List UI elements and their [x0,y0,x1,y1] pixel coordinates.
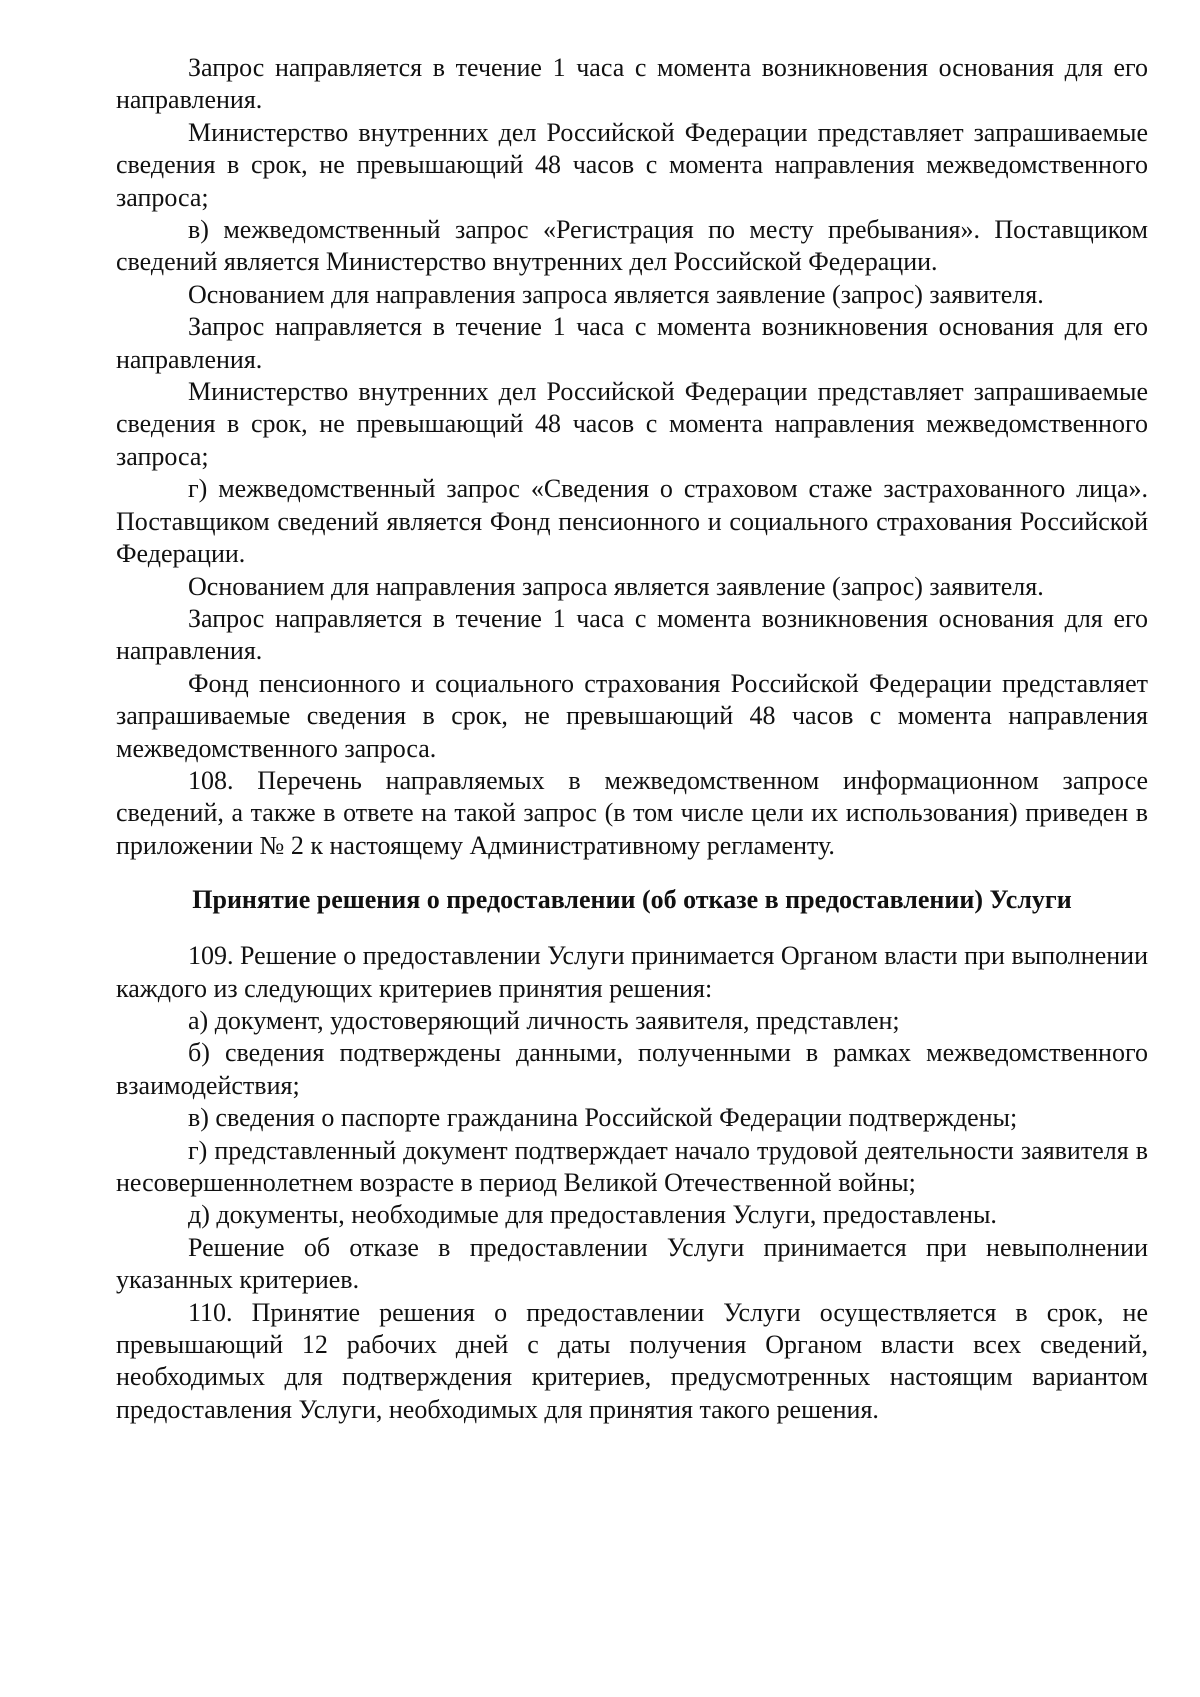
paragraph: Решение об отказе в предоставлении Услуги принимается при невыполнении указанных критериев. [116,1232,1148,1295]
paragraph: г) межведомственный запрос «Сведения о страховом стаже застрахованного лица». Поставщиком сведений является Фонд пенсионного и социального страхования Российской Федерации. [116,474,1148,569]
paragraph: Запрос направляется в течение 1 часа с момента возникновения основания для его направления. [116,312,1148,374]
section-heading: Принятие решения о предоставлении (об отказе в предоставлении) Услуги [192,885,1072,915]
paragraph: Фонд пенсионного и социального страхования Российской Федерации представляет запрашиваемые сведения в срок, не превышающий 48 часов с момента направления межведомственного запроса. [116,668,1148,763]
paragraph: Основанием для направления запроса является заявление (запрос) заявителя. [188,279,1044,309]
paragraph: Министерство внутренних дел Российской Федерации представляет запрашиваемые сведения в срок, не превышающий 48 часов с момента направления межведомственного запроса; [116,377,1148,471]
paragraph: б) сведения подтверждены данными, полученными в рамках межведомственного взаимодействия; [116,1038,1148,1100]
paragraph: 108. Перечень направляемых в межведомственном информационном запросе сведений, а также в ответе на такой запрос (в том числе цели их использования) приведен в приложении № 2 к настоящему Административному регламенту. [116,765,1148,860]
paragraph: а) документ, удостоверяющий личность заявителя, представлен; [188,1005,900,1035]
paragraph: 110. Принятие решения о предоставлении Услуги осуществляется в срок, не превышающий 12 рабочих дней с даты получения Органом власти всех сведений, необходимых для подтверждения критериев, предусмотренных настоящим вариантом предоставления Услуги, необходимых для принятия такого решения. [116,1297,1148,1424]
paragraph: Основанием для направления запроса является заявление (запрос) заявителя. [188,571,1044,601]
paragraph: Запрос направляется в течение 1 часа с момента возникновения основания для его направления. [116,53,1148,115]
paragraph: Запрос направляется в течение 1 часа с момента возникновения основания для его направления. [116,603,1148,666]
document-page [116,52,1148,1426]
paragraph: в) межведомственный запрос «Регистрация по месту пребывания». Поставщиком сведений является Министерство внутренних дел Российской Федерации. [116,215,1148,277]
paragraph: 109. Решение о предоставлении Услуги принимается Органом власти при выполнении каждого из следующих критериев принятия решения: [116,941,1148,1003]
paragraph: Министерство внутренних дел Российской Федерации представляет запрашиваемые сведения в срок, не превышающий 48 часов с момента направления межведомственного запроса; [116,117,1148,212]
paragraph: г) представленный документ подтверждает начало трудовой деятельности заявителя в несовершеннолетнем возрасте в период Великой Отечественной войны; [116,1135,1148,1197]
paragraph: д) документы, необходимые для предоставления Услуги, предоставлены. [188,1200,997,1230]
paragraph: в) сведения о паспорте гражданина Российской Федерации подтверждены; [188,1103,1018,1133]
